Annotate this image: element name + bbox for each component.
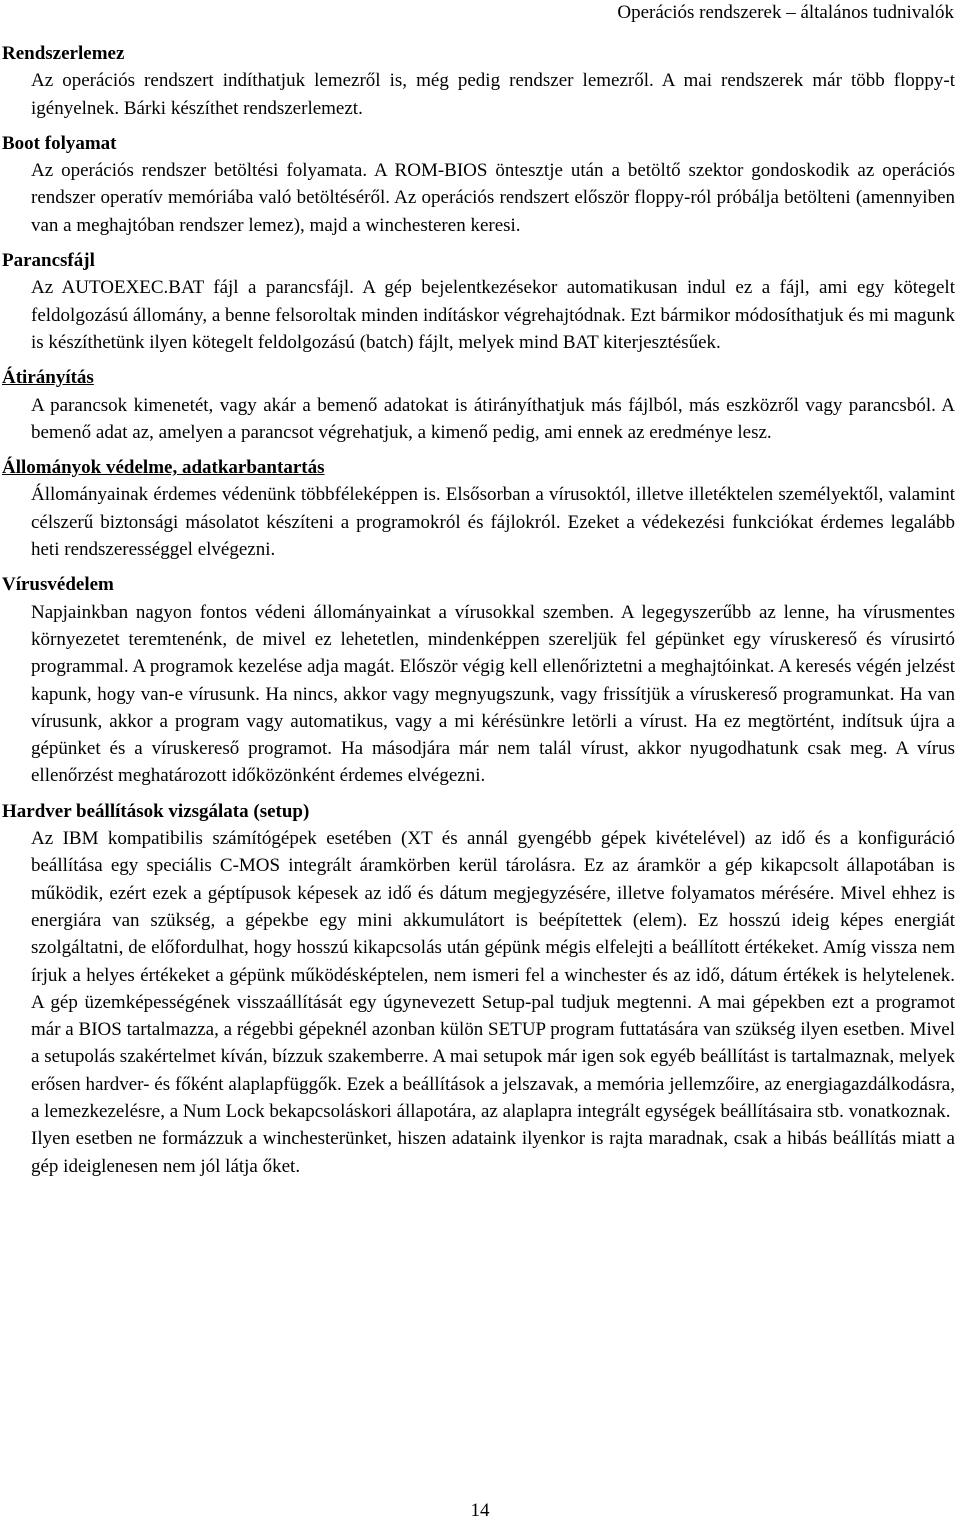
document-body (2, 40, 955, 1188)
section-heading: Rendszerlemez (2, 43, 125, 64)
section-rendszerlemez (2, 40, 955, 122)
section-heading: Átirányítás (2, 367, 94, 389)
section-heading: Vírusvédelem (2, 574, 114, 596)
running-header: Operációs rendszerek – általános tudnivalók (617, 2, 954, 23)
paragraph: Az AUTOEXEC.BAT fájl a parancsfájl. A gép bejelentkezésekor automatikusan indul ez a fájl, ami egy kötegelt feldolgozású állomány, a benne felsoroltak minden indításkor végrehajtódnak. Ezt bármikor módosíthatjuk és mi magunk is készíthetünk ilyen kötegelt feldolgozású (batch) fájlt, melyek mind BAT kiterjesztésűek. (31, 277, 955, 353)
section-atiranyitas (2, 364, 955, 446)
paragraph: Állományainak érdemes védenünk többféleképpen is. Elsősorban a vírusoktól, illetve illetéktelen személyektől, valamint célszerű biztonsági másolatot készíteni a programokról és fájlokról. Ezeket a védekezési funkciókat érdemes legalább heti rendszerességgel elvégezni. (31, 484, 955, 561)
section-virusvedelem (2, 571, 955, 789)
paragraph: Ilyen esetben ne formázzuk a winchesterünket, hiszen adataink ilyenkor is rajta maradnak, csak a hibás beállítás miatt a gép ideiglenesen nem jól látja őket. (31, 1128, 955, 1177)
paragraph: Az IBM kompatibilis számítógépek esetében (XT és annál gyengébb gépek kivételével) az idő és a konfiguráció beállítása egy speciális C-MOS integrált áramkörben kerül tárolásra. Ez az áramkör a gép kikapcsolt állapotában is működik, ezért ezek a géptípusok képesek az idő és dátum megjegyzésére, illetve folyamatos mérésére. Mivel ehhez is energiára van szükség, a gépekbe egy mini akkumulátort is beépítettek (elem). Ez hosszú ideig képes energiát szolgáltatni, de előfordulhat, hogy hosszú kikapcsolás után gépünk mégis elfelejti a beállított értékeket. Amíg vissza nem írjuk a helyes értékeket a gépünk működésképtelen, nem ismeri fel a winchester és az idő, dátum értékek is helytelenek. A gép üzemképességének visszaállítását egy úgynevezett Setup-pal tudjuk megtenni. A mai gépekben ezt a programot már a BIOS tartalmazza, a régebbi gépeknél azonban külön SETUP program futtatására van szükség ilyen esetben. Mivel a setupolás szakértelmet kíván, bízzuk szakemberre. A mai setupok már igen sok egyéb beállítást is tartalmaznak, melyek erősen hardver- és főként alaplapfüggők. Ezek a beállítások a jelszavak, a memória jellemzőire, az energiagazdálkodásra, a lemezkezelésre, a Num Lock bekapcsoláskori állapotára, az alaplapra integrált egységek beállításaira stb. vonatkoznak. (31, 828, 955, 1122)
paragraph: A parancsok kimenetét, vagy akár a bemenő adatokat is átirányíthatjuk más fájlból, más eszközről vagy parancsból. A bemenő adat az, amelyen a parancsot végrehatjuk, a kimenő pedig, ami ennek az eredménye lesz. (31, 394, 955, 443)
section-parancsfajl (2, 247, 955, 356)
section-hardver-beallitasok (2, 798, 955, 1180)
paragraph: Napjainkban nagyon fontos védeni állományainkat a vírusokkal szemben. A legegyszerűbb az lenne, ha vírusmentes környezetet teremtenénk, de mivel ez lehetetlen, mindenképpen szereljük fel gépünket egy víruskereső és vírusirtó programmal. A programok kezelése adja magát. Először végig kell ellenőriztetni a meghajtóinkat. A keresés végén jelzést kapunk, hogy van-e vírusunk. Ha nincs, akkor vagy megnyugszunk, vagy frissítjük a víruskereső programunkat. Ha van vírusunk, akkor a program vagy automatikus, vagy a mi kérésünkre letörli a vírust. Ha ez megtörtént, indítsuk újra a gépünket és a víruskereső programot. Ha másodjára már nem talál vírust, akkor nyugodhatunk csak meg. A vírus ellenőrzést meghatározott időközönként érdemes elvégezni. (31, 601, 955, 787)
section-heading: Állományok védelme, adatkarbantartás (2, 457, 325, 479)
section-heading: Hardver beállítások vizsgálata (setup) (2, 800, 310, 822)
section-boot-folyamat (2, 130, 955, 239)
page-number: 14 (470, 1500, 490, 1521)
paragraph: Az operációs rendszert indíthatjuk lemezről is, még pedig rendszer lemezről. A mai rendszerek már több floppy-t igényelnek. Bárki készíthet rendszerlemezt. (31, 70, 955, 119)
section-allomanyok-vedelme (2, 454, 955, 563)
section-heading: Parancsfájl (2, 250, 95, 272)
paragraph: Az operációs rendszer betöltési folyamata. A ROM-BIOS öntesztje után a betöltő szektor gondoskodik az operációs rendszer operatív memóriába való betöltéséről. Az operációs rendszert először floppy-ról próbálja betölteni (amennyiben van a meghajtóban rendszer lemez), majd a winchesteren keresi. (31, 160, 955, 236)
section-heading: Boot folyamat (2, 132, 117, 154)
